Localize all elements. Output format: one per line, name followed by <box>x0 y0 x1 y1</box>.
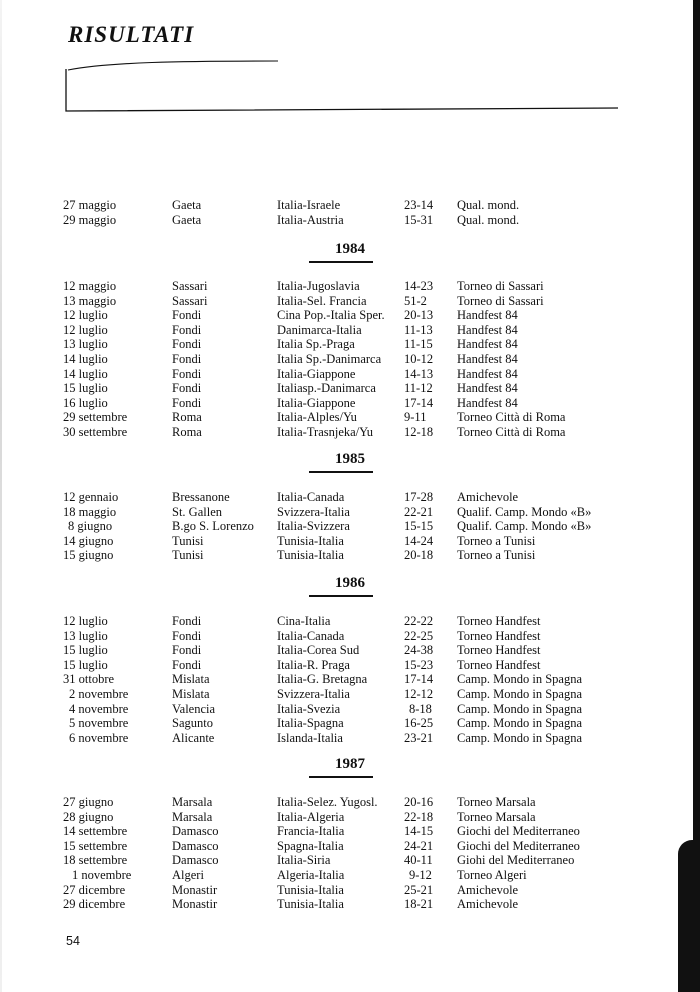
results-table <box>0 614 700 745</box>
place-cell: Algeri <box>172 867 204 882</box>
place-cell: Roma <box>172 410 202 425</box>
event-cell: Torneo Marsala <box>457 809 536 824</box>
match-cell: Italia-Spagna <box>277 716 344 731</box>
event-cell: Torneo Città di Roma <box>457 424 566 439</box>
table-row <box>0 810 700 825</box>
table-row <box>0 490 700 505</box>
match-cell: Francia-Italia <box>277 824 345 839</box>
date-cell: 12 gennaio <box>63 490 119 504</box>
match-cell: Cina-Italia <box>277 614 331 628</box>
score-cell: 22-18 <box>404 809 434 824</box>
match-cell: Italiasp.-Danimarca <box>277 381 376 396</box>
score-cell: 22-25 <box>404 628 434 643</box>
date-cell: 29 settembre <box>63 410 128 425</box>
place-cell: Alicante <box>172 730 215 745</box>
table-row <box>0 410 700 425</box>
event-cell: Torneo di Sassari <box>457 279 544 293</box>
date-cell: 12 luglio <box>63 614 108 628</box>
date-cell: 29 dicembre <box>63 897 126 912</box>
table-row <box>0 824 700 839</box>
table-row <box>0 795 700 810</box>
score-cell: 11-13 <box>404 322 433 337</box>
score-cell: 20-13 <box>404 308 434 323</box>
event-cell: Giochi del Mediterraneo <box>457 824 580 839</box>
date-cell: 30 settembre <box>63 424 128 439</box>
event-cell: Torneo Handfest <box>457 657 541 672</box>
date-cell: 27 maggio <box>63 198 117 212</box>
page-title: RISULTATI <box>68 22 195 47</box>
table-row <box>0 658 700 673</box>
place-cell: Roma <box>172 424 202 439</box>
date-cell: 15 luglio <box>63 381 108 396</box>
score-cell: 15-23 <box>404 657 434 672</box>
table-row <box>0 643 700 658</box>
event-cell: Qualif. Camp. Mondo «B» <box>457 504 592 519</box>
score-cell: 17-28 <box>404 490 434 504</box>
score-cell: 20-18 <box>404 548 434 563</box>
match-cell: Italia-G. Bretagna <box>277 672 368 687</box>
place-cell: Marsala <box>172 795 213 809</box>
match-cell: Italia-Canada <box>277 628 345 643</box>
match-cell: Italia-Giappone <box>277 366 356 381</box>
match-cell: Italia Sp.-Praga <box>277 337 355 352</box>
date-cell: 12 maggio <box>63 279 117 293</box>
event-cell: Handfest 84 <box>457 337 518 352</box>
score-cell: 9-11 <box>404 410 427 425</box>
table-row <box>0 687 700 702</box>
place-cell: B.go S. Lorenzo <box>172 519 254 534</box>
score-cell: 11-15 <box>404 337 433 352</box>
date-cell: 16 luglio <box>63 395 108 410</box>
match-cell: Italia-Svezia <box>277 701 341 716</box>
score-cell: 15-15 <box>404 519 434 534</box>
score-cell: 25-21 <box>404 882 434 897</box>
table-row <box>0 614 700 629</box>
match-cell: Islanda-Italia <box>277 730 343 745</box>
date-cell: 14 settembre <box>63 824 128 839</box>
table-row <box>0 396 700 411</box>
year-underline <box>309 595 373 597</box>
table-row <box>0 198 700 213</box>
results-table <box>0 279 700 440</box>
match-cell: Italia-Svizzera <box>277 519 350 534</box>
match-cell: Italia-Israele <box>277 198 341 212</box>
place-cell: Damasco <box>172 824 219 839</box>
score-cell: 11-12 <box>404 381 433 396</box>
place-cell: Damasco <box>172 853 219 868</box>
table-row <box>0 731 700 746</box>
match-cell: Italia-Corea Sud <box>277 643 360 658</box>
match-cell: Tunisia-Italia <box>277 897 344 912</box>
score-cell: 22-22 <box>404 614 434 628</box>
date-cell: 5 novembre <box>69 716 129 731</box>
match-cell: Algeria-Italia <box>277 867 345 882</box>
title-frame <box>0 0 700 130</box>
table-row <box>0 425 700 440</box>
score-cell: 12-12 <box>404 686 434 701</box>
results-section-pre-1984 <box>0 198 700 227</box>
place-cell: Gaeta <box>172 198 202 212</box>
date-cell: 12 luglio <box>63 308 108 323</box>
date-cell: 15 giugno <box>63 548 114 563</box>
table-row <box>0 308 700 323</box>
table-row <box>0 337 700 352</box>
score-cell: 24-38 <box>404 643 434 658</box>
table-row <box>0 716 700 731</box>
place-cell: Fondi <box>172 643 202 658</box>
match-cell: Tunisia-Italia <box>277 533 344 548</box>
score-cell: 18-21 <box>404 897 434 912</box>
match-cell: Danimarca-Italia <box>277 322 362 337</box>
place-cell: Sassari <box>172 279 208 293</box>
match-cell: Italia-Alples/Yu <box>277 410 357 425</box>
score-cell: 17-14 <box>404 395 434 410</box>
place-cell: Bressanone <box>172 490 230 504</box>
place-cell: Marsala <box>172 809 213 824</box>
event-cell: Camp. Mondo in Spagna <box>457 701 582 716</box>
table-row <box>0 839 700 854</box>
date-cell: 15 luglio <box>63 657 108 672</box>
event-cell: Qual. mond. <box>457 212 520 227</box>
event-cell: Torneo Marsala <box>457 795 536 809</box>
score-cell: 24-21 <box>404 838 434 853</box>
date-cell: 8 giugno <box>68 519 113 534</box>
table-row <box>0 672 700 687</box>
date-cell: 1 novembre <box>72 867 132 882</box>
score-cell: 23-21 <box>404 730 434 745</box>
place-cell: Fondi <box>172 337 202 352</box>
event-cell: Camp. Mondo in Spagna <box>457 686 582 701</box>
place-cell: Fondi <box>172 628 202 643</box>
year-heading-1984: 1984 <box>335 241 365 257</box>
score-cell: 16-25 <box>404 716 434 731</box>
place-cell: Gaeta <box>172 212 202 227</box>
match-cell: Tunisia-Italia <box>277 548 344 563</box>
match-cell: Svizzera-Italia <box>277 504 350 519</box>
table-row <box>0 868 700 883</box>
table-row <box>0 897 700 912</box>
table-row <box>0 367 700 382</box>
year-heading-1986: 1986 <box>335 575 365 591</box>
table-row <box>0 323 700 338</box>
year-underline <box>309 261 373 263</box>
place-cell: Sagunto <box>172 716 213 731</box>
score-cell: 15-31 <box>404 212 434 227</box>
date-cell: 12 luglio <box>63 322 108 337</box>
place-cell: Sassari <box>172 293 208 308</box>
date-cell: 15 luglio <box>63 643 108 658</box>
place-cell: Monastir <box>172 882 218 897</box>
event-cell: Amichevole <box>457 882 519 897</box>
match-cell: Tunisia-Italia <box>277 882 344 897</box>
event-cell: Camp. Mondo in Spagna <box>457 716 582 731</box>
event-cell: Torneo a Tunisi <box>457 548 536 563</box>
results-section-1984 <box>0 279 700 440</box>
table-row <box>0 381 700 396</box>
event-cell: Handfest 84 <box>457 366 518 381</box>
match-cell: Italia-Austria <box>277 212 344 227</box>
date-cell: 14 luglio <box>63 366 108 381</box>
table-row <box>0 883 700 898</box>
event-cell: Torneo Città di Roma <box>457 410 566 425</box>
date-cell: 6 novembre <box>69 730 129 745</box>
score-cell: 14-13 <box>404 366 434 381</box>
score-cell: 40-11 <box>404 853 433 868</box>
place-cell: Fondi <box>172 322 202 337</box>
place-cell: Monastir <box>172 897 218 912</box>
results-section-1986 <box>0 614 700 745</box>
match-cell: Italia-Jugoslavia <box>277 279 360 293</box>
place-cell: Mislata <box>172 686 210 701</box>
table-row <box>0 279 700 294</box>
table-row <box>0 519 700 534</box>
score-cell: 10-12 <box>404 351 434 366</box>
event-cell: Amichevole <box>457 490 519 504</box>
date-cell: 28 giugno <box>63 809 114 824</box>
event-cell: Handfest 84 <box>457 322 518 337</box>
page-number: 54 <box>66 934 80 948</box>
event-cell: Torneo Handfest <box>457 643 541 658</box>
place-cell: Damasco <box>172 838 219 853</box>
results-table <box>0 795 700 912</box>
match-cell: Italia-Siria <box>277 853 331 868</box>
match-cell: Spagna-Italia <box>277 838 344 853</box>
score-cell: 22-21 <box>404 504 434 519</box>
place-cell: Fondi <box>172 395 202 410</box>
date-cell: 18 settembre <box>63 853 128 868</box>
place-cell: Fondi <box>172 366 202 381</box>
match-cell: Italia-Selez. Yugosl. <box>277 795 378 809</box>
score-cell: 8-18 <box>409 701 432 716</box>
score-cell: 14-23 <box>404 279 434 293</box>
event-cell: Camp. Mondo in Spagna <box>457 672 582 687</box>
date-cell: 31 ottobre <box>63 672 115 687</box>
table-row <box>0 548 700 563</box>
date-cell: 2 novembre <box>69 686 129 701</box>
event-cell: Handfest 84 <box>457 395 518 410</box>
year-heading-1987: 1987 <box>335 756 365 772</box>
table-row <box>0 505 700 520</box>
place-cell: Fondi <box>172 308 202 323</box>
match-cell: Italia-Algeria <box>277 809 345 824</box>
event-cell: Torneo a Tunisi <box>457 533 536 548</box>
year-heading-1985: 1985 <box>335 451 365 467</box>
score-cell: 23-14 <box>404 198 434 212</box>
event-cell: Torneo Handfest <box>457 614 541 628</box>
event-cell: Qualif. Camp. Mondo «B» <box>457 519 592 534</box>
score-cell: 14-24 <box>404 533 434 548</box>
results-table <box>0 490 700 563</box>
results-table <box>0 198 700 227</box>
table-row <box>0 629 700 644</box>
date-cell: 14 giugno <box>63 533 114 548</box>
date-cell: 15 settembre <box>63 838 128 853</box>
score-cell: 17-14 <box>404 672 434 687</box>
event-cell: Amichevole <box>457 897 519 912</box>
table-row <box>0 294 700 309</box>
score-cell: 14-15 <box>404 824 434 839</box>
place-cell: Tunisi <box>172 533 204 548</box>
date-cell: 27 giugno <box>63 795 114 809</box>
score-cell: 51-2 <box>404 293 427 308</box>
event-cell: Qual. mond. <box>457 198 520 212</box>
place-cell: Fondi <box>172 614 202 628</box>
place-cell: Mislata <box>172 672 210 687</box>
match-cell: Cina Pop.-Italia Sper. <box>277 308 385 323</box>
date-cell: 13 maggio <box>63 293 117 308</box>
year-underline <box>309 776 373 778</box>
results-section-1985 <box>0 490 700 563</box>
event-cell: Torneo Algeri <box>457 867 527 882</box>
match-cell: Italia-Sel. Francia <box>277 293 367 308</box>
table-row <box>0 213 700 228</box>
table-row <box>0 534 700 549</box>
date-cell: 18 maggio <box>63 504 117 519</box>
place-cell: Fondi <box>172 351 202 366</box>
event-cell: Torneo Handfest <box>457 628 541 643</box>
place-cell: St. Gallen <box>172 504 222 519</box>
event-cell: Giochi del Mediterraneo <box>457 838 580 853</box>
place-cell: Fondi <box>172 657 202 672</box>
match-cell: Italia Sp.-Danimarca <box>277 351 382 366</box>
year-underline <box>309 471 373 473</box>
table-row <box>0 352 700 367</box>
event-cell: Handfest 84 <box>457 351 518 366</box>
event-cell: Handfest 84 <box>457 381 518 396</box>
results-section-1987 <box>0 795 700 912</box>
event-cell: Giohi del Mediterraneo <box>457 853 575 868</box>
event-cell: Torneo di Sassari <box>457 293 544 308</box>
match-cell: Italia-Canada <box>277 490 345 504</box>
event-cell: Camp. Mondo in Spagna <box>457 730 582 745</box>
event-cell: Handfest 84 <box>457 308 518 323</box>
match-cell: Italia-Trasnjeka/Yu <box>277 424 374 439</box>
match-cell: Italia-R. Praga <box>277 657 350 672</box>
place-cell: Fondi <box>172 381 202 396</box>
date-cell: 14 luglio <box>63 351 108 366</box>
date-cell: 13 luglio <box>63 628 108 643</box>
table-row <box>0 702 700 717</box>
place-cell: Tunisi <box>172 548 204 563</box>
place-cell: Valencia <box>172 701 216 716</box>
score-cell: 20-16 <box>404 795 434 809</box>
date-cell: 4 novembre <box>69 701 129 716</box>
score-cell: 12-18 <box>404 424 434 439</box>
score-cell: 9-12 <box>409 867 432 882</box>
match-cell: Italia-Giappone <box>277 395 356 410</box>
date-cell: 29 maggio <box>63 212 117 227</box>
match-cell: Svizzera-Italia <box>277 686 350 701</box>
table-row <box>0 853 700 868</box>
date-cell: 27 dicembre <box>63 882 126 897</box>
date-cell: 13 luglio <box>63 337 108 352</box>
